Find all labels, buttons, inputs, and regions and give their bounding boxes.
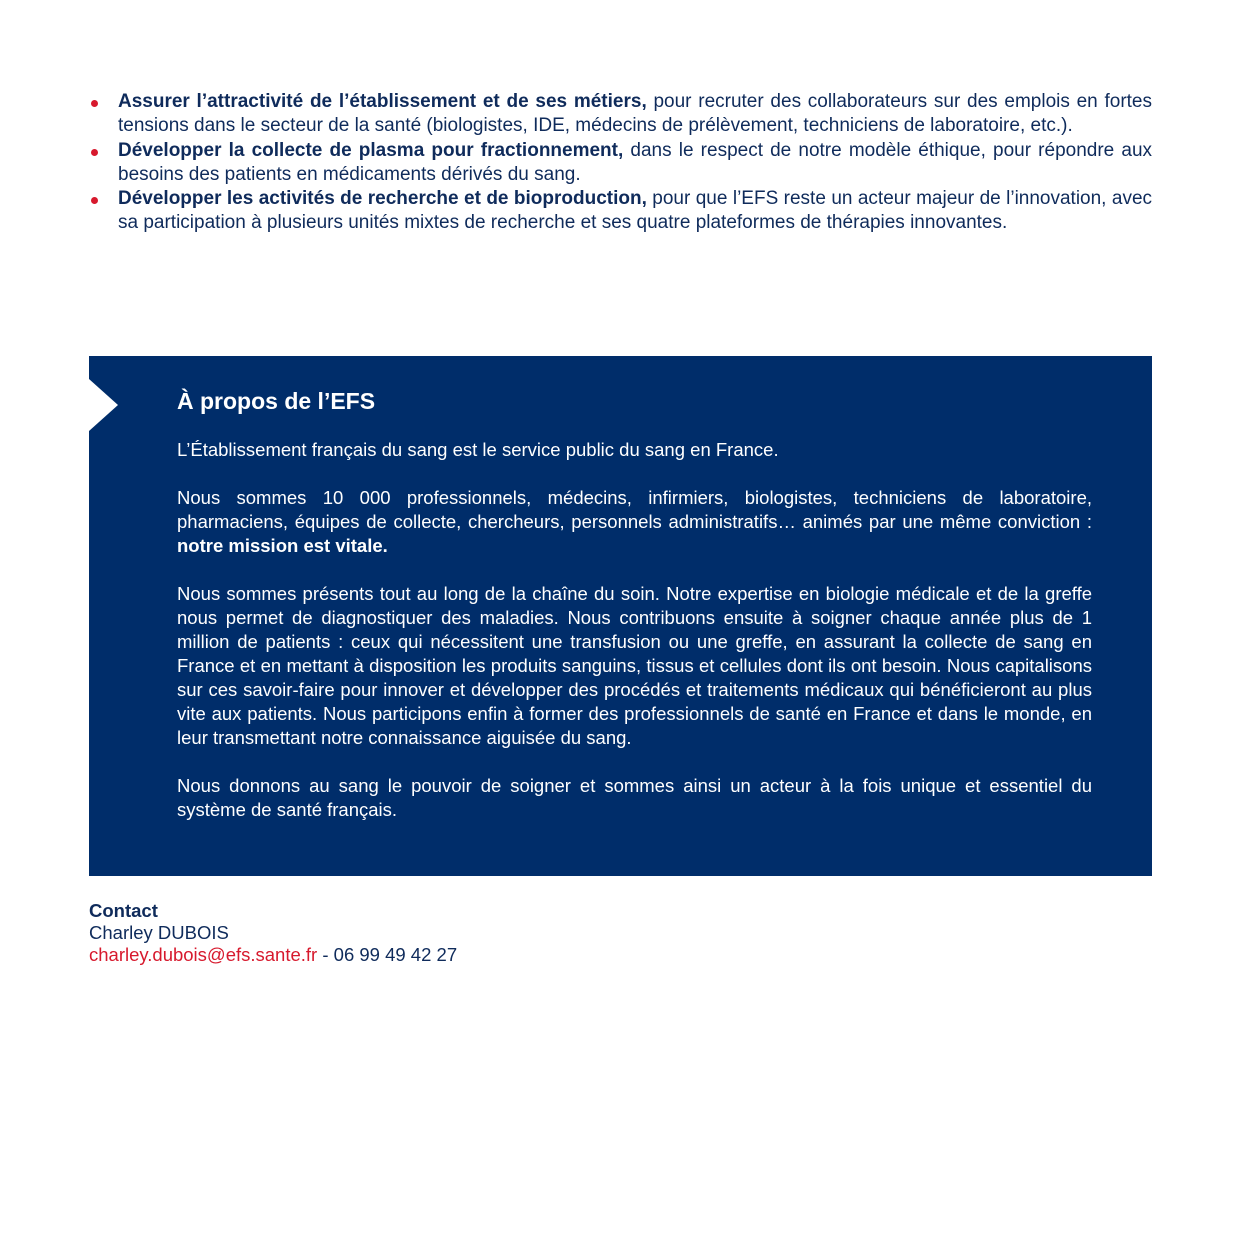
about-content — [177, 386, 1092, 846]
bullet-bold: Développer la collecte de plasma pour fractionnement, — [118, 139, 624, 161]
contact-title: Contact — [89, 900, 158, 921]
contact-email-link[interactable]: charley.dubois@efs.sante.fr — [89, 944, 318, 965]
contact-details — [89, 944, 457, 966]
about-title: À propos de l’EFS — [177, 388, 376, 414]
bullet-icon — [91, 197, 98, 204]
contact-phone: - 06 99 49 42 27 — [317, 944, 458, 965]
list-item — [88, 139, 1152, 188]
about-bold: notre mission est vitale. — [177, 535, 388, 556]
contact-name: Charley DUBOIS — [89, 922, 229, 943]
contact-block — [89, 900, 457, 966]
arrow-icon — [89, 379, 118, 431]
priorities-list — [88, 90, 1152, 236]
list-item — [88, 90, 1152, 139]
bullet-text: pour que l’EFS reste un acteur majeur de l’innovation, avec sa participation à plusieurs unités mixtes de recherche et ses quatre plateformes de thérapies innovantes. — [118, 188, 1153, 234]
bullet-bold: Assurer l’attractivité de l’établissement et de ses métiers, — [118, 91, 647, 112]
about-paragraph — [177, 486, 1092, 558]
list-item — [88, 187, 1152, 236]
about-efs-box — [89, 356, 1152, 876]
bullet-icon — [91, 149, 98, 156]
bullet-text: pour recruter des collaborateurs sur des emplois en fortes tensions dans le secteur de la santé (biologistes, IDE, médecins de prélèvement, techniciens de laboratoire, etc.). — [118, 91, 1152, 137]
bullet-icon — [91, 100, 98, 107]
about-paragraph: Nous sommes présents tout au long de la chaîne du soin. Notre expertise en biologie médicale et de la greffe nous permet de diagnostiquer des maladies. Nous contribuons ensuite à soigner chaque année plus de 1 million de patients : ceux qui nécessitent une transfusion ou une greffe, en assurant la collecte de sang en France et en mettant à disposition les produits sanguins, tissus et cellules dont ils ont besoin. Nous capitalisons sur ces savoir-faire pour innover et développer des procédés et traitements médicaux qui bénéficieront au plus vite aux patients. Nous participons enfin à former des professionnels de santé en France et dans le monde, en leur transmettant notre connaissance aiguisée du sang. — [177, 583, 1092, 748]
bullet-text: dans le respect de notre modèle éthique, pour répondre aux besoins des patients en médicaments dérivés du sang. — [118, 139, 1153, 185]
about-text: Nous sommes 10 000 professionnels, médecins, infirmiers, biologistes, techniciens de laboratoire, pharmaciens, équipes de collecte, chercheurs, personnels administratifs… animés par une même conviction : — [177, 487, 1092, 532]
bullet-bold: Développer les activités de recherche et de bioproduction, — [118, 188, 647, 210]
about-paragraph: L’Établissement français du sang est le service public du sang en France. — [177, 439, 779, 460]
about-paragraph: Nous donnons au sang le pouvoir de soigner et sommes ainsi un acteur à la fois unique et essentiel du système de santé français. — [177, 775, 1092, 820]
